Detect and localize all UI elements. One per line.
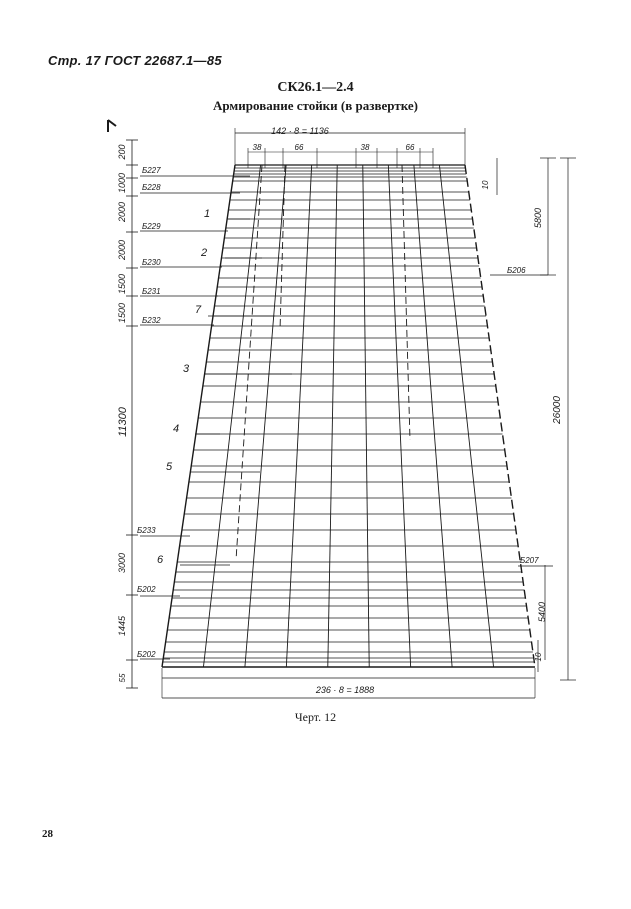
drawing-title: СК26.1—2.4 <box>277 80 354 95</box>
longitudinal-bar-dashed <box>402 165 410 440</box>
drawing-subtitle: Армирование стойки (в развертке) <box>213 98 418 113</box>
bar-position-label: 4 <box>173 423 180 435</box>
right-dimension: 26000 <box>552 396 563 424</box>
longitudinal-bar <box>245 165 286 667</box>
mesh-label: Б230 <box>142 258 161 267</box>
bar-position-label: 5 <box>166 461 173 473</box>
mesh-label: Б202 <box>137 585 156 594</box>
mesh-label: Б202 <box>137 650 156 659</box>
outline-right <box>465 165 535 667</box>
left-segment-dimension: 1500 <box>117 302 127 324</box>
mesh-label: Б206 <box>507 266 526 275</box>
mesh-label: Б232 <box>142 316 161 325</box>
left-segment-dimension: 3000 <box>117 552 127 574</box>
bar-position-label: 1 <box>204 208 211 220</box>
longitudinal-bar <box>203 165 260 667</box>
page-header: Стр. 17 ГОСТ 22687.1—85 <box>48 53 222 68</box>
left-segment-dimension: 2000 <box>117 201 127 223</box>
right-dimension: 5400 <box>537 601 547 623</box>
right-dimension: 10 <box>481 180 490 190</box>
longitudinal-bar <box>286 165 311 667</box>
bar-position-label: 7 <box>195 304 202 316</box>
right-dimension: 10 <box>534 652 543 662</box>
mesh-label: Б228 <box>142 183 161 192</box>
mesh-label: Б227 <box>142 166 161 175</box>
top-spacing-label: 38 <box>252 143 262 152</box>
top-dimension: 142 · 8 = 1136 <box>271 126 329 136</box>
figure-caption: Черт. 12 <box>294 710 337 724</box>
mesh-label: Б231 <box>142 287 161 296</box>
longitudinal-bar <box>388 165 410 667</box>
left-segment-dimension: 200 <box>117 144 127 160</box>
outline-left <box>162 165 235 667</box>
top-spacing-label: 66 <box>405 143 415 152</box>
corner-mark <box>108 120 116 126</box>
mesh-label: Б229 <box>142 222 161 231</box>
left-segment-dimension: 11300 <box>117 407 129 437</box>
top-spacing-label: 38 <box>360 143 370 152</box>
left-segment-dimension: 1445 <box>117 615 127 637</box>
left-segment-dimension: 1000 <box>117 172 127 194</box>
left-segment-dimension: 55 <box>118 673 127 683</box>
bar-position-label: 2 <box>201 247 208 259</box>
left-segment-dimension: 1500 <box>117 273 127 295</box>
longitudinal-bar <box>414 165 452 667</box>
left-segment-dimension: 2000 <box>117 239 127 261</box>
longitudinal-bar <box>328 165 337 667</box>
top-spacing-label: 66 <box>294 143 304 152</box>
longitudinal-bar <box>363 165 369 667</box>
bottom-dimension: 236 · 8 = 1888 <box>315 685 375 695</box>
bar-position-label: 3 <box>183 363 190 375</box>
longitudinal-bar-dashed <box>280 165 285 330</box>
mesh-label: Б233 <box>137 526 156 535</box>
bar-position-label: 6 <box>157 554 164 566</box>
page-number: 28 <box>42 828 53 840</box>
longitudinal-bar <box>439 165 493 667</box>
right-dimension: 5800 <box>533 207 543 229</box>
mesh-label: Б207 <box>520 556 539 565</box>
